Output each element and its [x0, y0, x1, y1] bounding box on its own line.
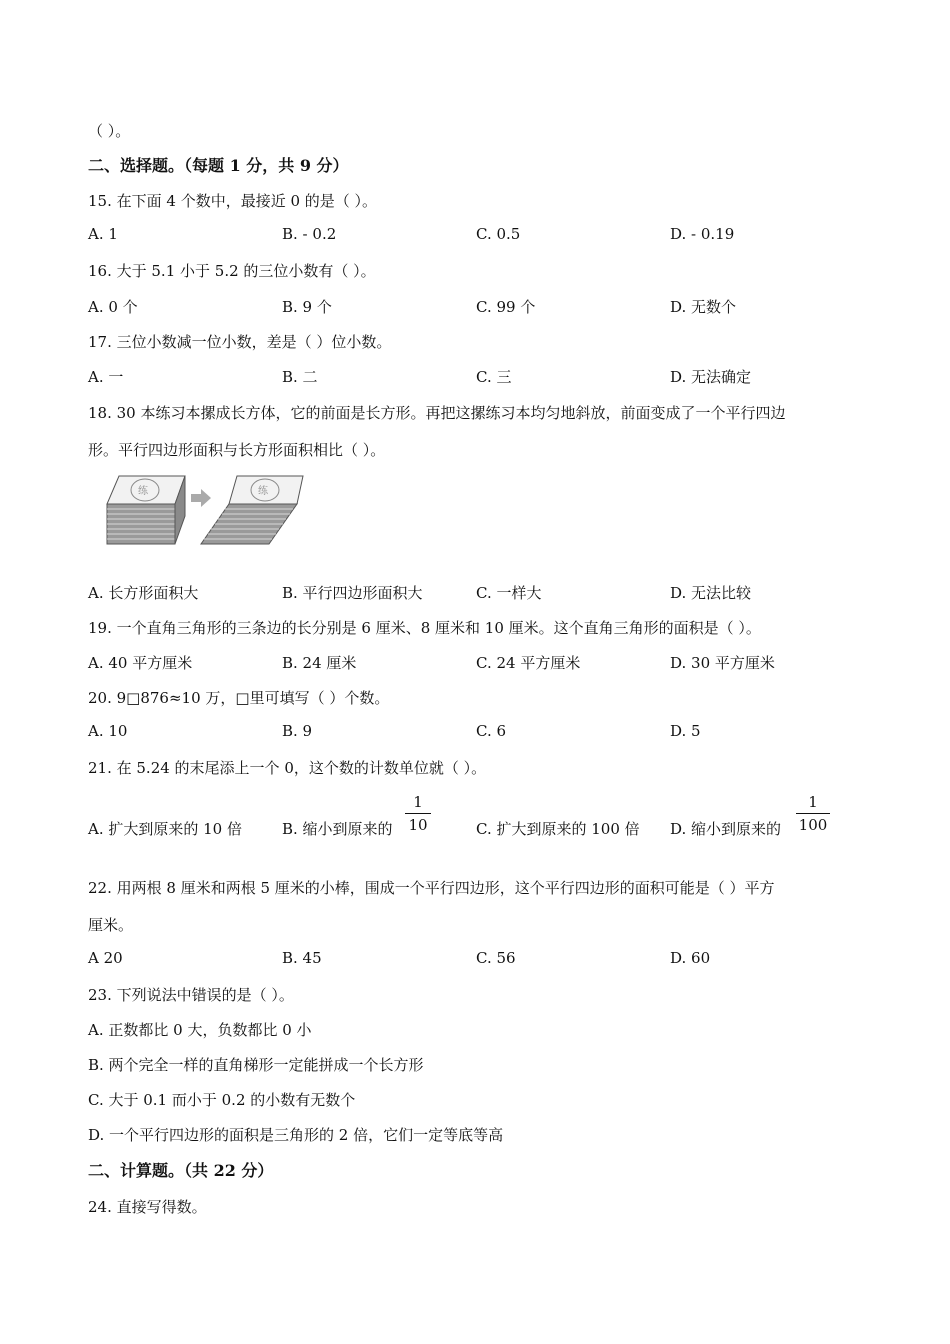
q22-option-a: A 20	[88, 949, 123, 967]
question-18-stem-line2: 形。平行四边形面积与长方形面积相比（ ）。	[88, 441, 386, 459]
notebook-stack-illustration	[105, 472, 305, 548]
q20-option-d: D. 5	[670, 722, 701, 740]
q21-option-d: D. 缩小到原来的	[670, 820, 782, 838]
svg-text:练: 练	[258, 486, 268, 497]
q17-option-c: C. 三	[476, 368, 512, 386]
q20-option-c: C. 6	[476, 722, 507, 740]
section-calc-title: 二、计算题。（共 22 分）	[88, 1161, 274, 1180]
q17-option-b: B. 二	[282, 368, 318, 386]
question-22-stem-line1: 22. 用两根 8 厘米和两根 5 厘米的小棒，围成一个平行四边形，这个平行四边形的面积可能是（ ）平方	[88, 879, 775, 897]
q19-option-b: B. 24 厘米	[282, 654, 357, 672]
q23-option-d: D. 一个平行四边形的面积是三角形的 2 倍，它们一定等底等高	[88, 1126, 504, 1144]
q18-option-b: B. 平行四边形面积大	[282, 584, 423, 602]
svg-text:练: 练	[138, 486, 148, 497]
q16-option-b: B. 9 个	[282, 298, 332, 316]
q23-option-a: A. 正数都比 0 大，负数都比 0 小	[88, 1021, 312, 1039]
question-24-stem: 24. 直接写得数。	[88, 1198, 207, 1216]
rectangular-stack	[107, 476, 185, 544]
top-answer-blank: （ ）。	[88, 122, 131, 140]
q22-option-d: D. 60	[670, 949, 711, 967]
q23-option-b: B. 两个完全一样的直角梯形一定能拼成一个长方形	[88, 1056, 424, 1074]
q22-option-c: C. 56	[476, 949, 516, 967]
question-18-stem-line1: 18. 30 本练习本摞成长方体，它的前面是长方形。再把这摞练习本均匀地斜放，前面变成了一个平行四边	[88, 404, 786, 422]
q16-option-a: A. 0 个	[88, 298, 138, 316]
q19-option-d: D. 30 平方厘米	[670, 654, 775, 672]
q15-option-d: D. - 0.19	[670, 225, 735, 243]
q15-option-c: C. 0.5	[476, 225, 521, 243]
q16-option-d: D. 无数个	[670, 298, 737, 316]
question-21-stem: 21. 在 5.24 的末尾添上一个 0，这个数的计数单位就（ ）。	[88, 759, 487, 777]
q22-option-b: B. 45	[282, 949, 322, 967]
fraction-numerator: 1	[413, 793, 423, 811]
fraction-denominator: 100	[798, 816, 828, 834]
question-19-stem: 19. 一个直角三角形的三条边的长分别是 6 厘米、8 厘米和 10 厘米。这个直角三角形的面积是（ ）。	[88, 619, 761, 637]
q15-option-a: A. 1	[88, 225, 118, 243]
q16-option-c: C. 99 个	[476, 298, 536, 316]
question-20-stem: 20. 9□876≈10 万，□里可填写（ ）个数。	[88, 689, 390, 707]
q21-option-a: A. 扩大到原来的 10 倍	[88, 820, 242, 838]
slanted-stack	[201, 476, 303, 544]
q20-option-b: B. 9	[282, 722, 313, 740]
q18-option-a: A. 长方形面积大	[88, 584, 199, 602]
question-23-stem: 23. 下列说法中错误的是（ ）。	[88, 986, 294, 1004]
q21-option-b: B. 缩小到原来的	[282, 820, 393, 838]
q21-option-c: C. 扩大到原来的 100 倍	[476, 820, 640, 838]
q20-option-a: A. 10	[88, 722, 128, 740]
q23-option-c: C. 大于 0.1 而小于 0.2 的小数有无数个	[88, 1091, 356, 1109]
question-17-stem: 17. 三位小数减一位小数，差是（ ）位小数。	[88, 333, 392, 351]
q21-fraction-d	[796, 793, 830, 834]
fraction-numerator: 1	[808, 793, 818, 811]
q15-option-b: B. - 0.2	[282, 225, 337, 243]
arrow-right-icon	[191, 489, 211, 507]
question-16-stem: 16. 大于 5.1 小于 5.2 的三位小数有（ ）。	[88, 262, 376, 280]
fraction-denominator: 10	[408, 816, 428, 834]
q21-fraction-b	[405, 793, 431, 834]
q17-option-a: A. 一	[88, 368, 124, 386]
q19-option-c: C. 24 平方厘米	[476, 654, 581, 672]
q18-option-c: C. 一样大	[476, 584, 542, 602]
q19-option-a: A. 40 平方厘米	[88, 654, 193, 672]
question-15-stem: 15. 在下面 4 个数中，最接近 0 的是（ ）。	[88, 192, 378, 210]
q18-option-d: D. 无法比较	[670, 584, 752, 602]
section-choice-title: 二、选择题。（每题 1 分，共 9 分）	[88, 156, 349, 175]
q17-option-d: D. 无法确定	[670, 368, 752, 386]
question-22-stem-line2: 厘米。	[88, 916, 134, 934]
